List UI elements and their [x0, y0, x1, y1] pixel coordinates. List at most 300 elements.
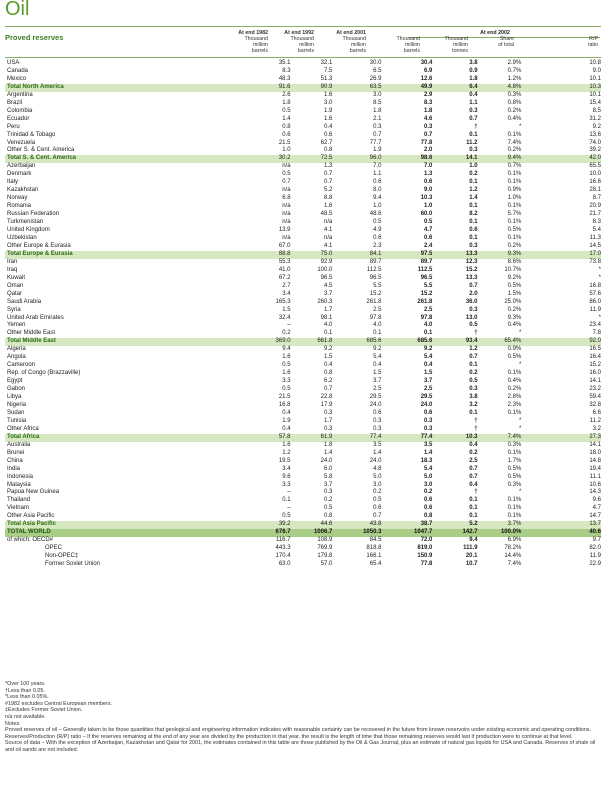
table-row: [5, 100, 601, 108]
row-label: of which: OECD#: [7, 537, 54, 544]
cell-c6: 0.1%: [507, 505, 522, 512]
cell-c7: 31.2: [589, 115, 601, 122]
cell-c6: 0.4%: [507, 115, 522, 122]
cell-c5: 0.1: [469, 219, 478, 226]
cell-c4: 150.9: [417, 553, 433, 560]
cell-c3: 26.9: [369, 75, 382, 82]
cell-c6: 9.3%: [478, 251, 522, 259]
cell-c4: 112.5: [417, 266, 433, 273]
cell-c3: 9.4: [373, 195, 382, 202]
cell-c1: 369.0: [244, 338, 291, 346]
row-label: Brunei: [7, 449, 25, 456]
table-total-row: [5, 84, 601, 92]
cell-c3: 0.1: [373, 330, 382, 337]
cell-c7: 22.9: [589, 561, 601, 568]
cell-c3: 0.7: [373, 513, 382, 520]
footnote: Reserves/Production (R/P) ratio – If the reserves remaining at the end of any year are divided by the production in that year, the result is the length of time that those remaining reserves would last if production were to continue at that level.: [5, 733, 573, 740]
cell-c7: 13.6: [589, 131, 601, 138]
cell-c4: 89.7: [420, 258, 433, 265]
col-header-1982-unit-1: Thousand: [244, 36, 268, 43]
cell-c5: 93.4: [432, 338, 477, 346]
cell-c4: 0.3: [424, 417, 433, 424]
cell-c1: 0.1: [282, 497, 291, 504]
cell-c6: 0.2%: [507, 242, 522, 249]
cell-c3: 0.7: [373, 131, 382, 138]
cell-c4: 77.8: [420, 139, 433, 146]
table-row: [5, 545, 601, 553]
cell-c3: 1.9: [373, 147, 382, 154]
cell-c6: 0.8%: [507, 99, 522, 106]
cell-c4: 685.6: [381, 338, 432, 346]
cell-c7: 10.1: [589, 91, 601, 98]
table-row: [5, 458, 601, 466]
cell-c6: *: [518, 362, 522, 369]
cell-c4: 0.5: [424, 219, 433, 226]
row-label: Non-OPEC‡: [45, 553, 79, 560]
cell-c2: 108.9: [317, 537, 333, 544]
row-label: Tunisia: [7, 417, 27, 424]
cell-c1: 32.4: [278, 314, 291, 321]
cell-c1: 16.8: [278, 401, 291, 408]
cell-c4: 49.9: [381, 84, 432, 92]
header-rule-bottom: [5, 57, 601, 58]
cell-c5: 2.0: [469, 290, 478, 297]
table-row: [5, 140, 601, 148]
footnote: Proved reserves of oil – Generally taken to be those quantities that geological and engineering information indicates with reasonable certainty can be recovered in the future from known reservoirs under existing economic and operating conditions.: [5, 727, 592, 734]
col-header-2002-barrels-unit-3: barrels: [403, 48, 420, 55]
table-total-row: [5, 251, 601, 259]
cell-c7: 17.0: [521, 251, 601, 259]
cell-c5: 1.1: [469, 99, 478, 106]
cell-c4: 0.4: [424, 362, 433, 369]
cell-c3: 84.1: [332, 251, 381, 259]
col-header-share-unit-2: of total: [498, 42, 514, 49]
row-label: Egypt: [7, 378, 23, 385]
cell-c2: 3.0: [323, 99, 333, 106]
col-header-1982-unit-2: million: [252, 42, 268, 49]
cell-c1: 57.8: [244, 434, 291, 442]
table-row: [5, 259, 601, 267]
cell-c1: 0.7: [282, 179, 291, 186]
cell-c3: 0.3: [373, 417, 382, 424]
table-row: [5, 378, 601, 386]
cell-c1: 55.3: [278, 258, 291, 265]
table-row: [5, 275, 601, 283]
cell-c2: 179.8: [317, 553, 333, 560]
cell-c4: 1047.7: [381, 529, 432, 537]
cell-c7: 9.2: [592, 123, 601, 130]
cell-c7: 14.5: [589, 242, 601, 249]
cell-c6: 9.2%: [507, 274, 522, 281]
table-row: [5, 235, 601, 243]
cell-c2: 9.2: [323, 346, 333, 353]
row-label: Total Europe & Eurasia: [5, 251, 244, 259]
cell-c4: 3.7: [424, 378, 433, 385]
table-row: [5, 370, 601, 378]
row-label: Total Asia Pacific: [5, 521, 244, 529]
cell-c4: 72.0: [420, 537, 433, 544]
row-label: Papua New Guinea: [7, 489, 60, 496]
row-label: Algeria: [7, 346, 26, 353]
cell-c4: 1.8: [424, 107, 433, 114]
row-label: Total Middle East: [5, 338, 244, 346]
cell-c1: 0.5: [282, 107, 291, 114]
cell-c5: 1.0: [469, 163, 478, 170]
cell-c4: 0.7: [424, 131, 433, 138]
table-row: [5, 418, 601, 426]
cell-c2: 61.9: [291, 434, 333, 442]
col-header-2002-barrels-unit-2: million: [404, 42, 420, 49]
cell-c5: 9.4: [469, 537, 478, 544]
cell-c2: 4.5: [323, 282, 333, 289]
cell-c1: n/a: [282, 211, 291, 218]
cell-c2: 90.9: [291, 84, 333, 92]
cell-c4: 9.2: [424, 346, 433, 353]
cell-c6: 100.0%: [478, 529, 522, 537]
col-header-2001: [314, 30, 366, 54]
cell-c5: 1.2: [469, 346, 478, 353]
cell-c3: 15.2: [369, 290, 382, 297]
cell-c3: 3.5: [373, 441, 382, 448]
cell-c5: 142.7: [432, 529, 477, 537]
cell-c5: 0.7: [469, 473, 478, 480]
cell-c3: 77.4: [332, 434, 381, 442]
cell-c7: 10.3: [521, 84, 601, 92]
cell-c1: 1.6: [282, 370, 291, 377]
table-row: [5, 426, 601, 434]
row-label: Saudi Arabia: [7, 298, 42, 305]
cell-c3: 1.4: [373, 449, 382, 456]
cell-c2: 769.9: [317, 545, 333, 552]
cell-c2: 1.4: [323, 449, 333, 456]
table-total-row: [5, 155, 601, 163]
cell-c5: 36.0: [465, 298, 478, 305]
cell-c4: 15.2: [420, 290, 433, 297]
cell-c4: 2.9: [424, 91, 433, 98]
cell-c2: 260.3: [317, 298, 333, 305]
cell-c3: 0.3: [373, 123, 382, 130]
cell-c3: 1.8: [373, 107, 382, 114]
table-row: [5, 299, 601, 307]
table-total-row: [5, 529, 601, 537]
col-header-2002-tonnes: [420, 30, 468, 54]
table-row: [5, 124, 601, 132]
cell-c7: 16.5: [589, 346, 601, 353]
cell-c7: 18.0: [589, 449, 601, 456]
cell-c4: 29.5: [420, 394, 433, 401]
row-label: Sudan: [7, 409, 25, 416]
cell-c4: 0.8: [424, 513, 433, 520]
cell-c6: 0.1%: [507, 171, 522, 178]
cell-c6: 14.4%: [504, 553, 522, 560]
cell-c1: n/a: [282, 234, 291, 241]
section-subtitle: Proved reserves: [5, 33, 64, 42]
row-label: Total North America: [5, 84, 244, 92]
cell-c3: 48.6: [369, 211, 382, 218]
cell-c5: 0.1: [469, 409, 478, 416]
cell-c3: 4.9: [373, 227, 382, 234]
cell-c5: 0.9: [469, 67, 478, 74]
cell-c3: 2.3: [373, 242, 382, 249]
cell-c4: 1.3: [424, 171, 433, 178]
cell-c1: 676.7: [244, 529, 291, 537]
cell-c3: 89.7: [369, 258, 382, 265]
cell-c1: 67.2: [278, 274, 291, 281]
cell-c6: 1.2%: [507, 75, 522, 82]
cell-c1: 1.6: [282, 354, 291, 361]
cell-c1: 2.6: [282, 91, 291, 98]
cell-c5: 5.2: [432, 521, 477, 529]
cell-c1: 1.6: [282, 441, 291, 448]
cell-c6: 0.1%: [507, 449, 522, 456]
cell-c5: 0.3: [469, 147, 478, 154]
cell-c6: 0.5%: [507, 354, 522, 361]
cell-c5: 0.1: [469, 131, 478, 138]
row-label: Total Africa: [5, 434, 244, 442]
col-header-share: [468, 30, 514, 48]
cell-c3: 0.2: [373, 489, 382, 496]
table-total-row: [5, 434, 601, 442]
cell-c5: 20.1: [465, 553, 478, 560]
col-header-2002-barrels: [366, 30, 420, 54]
cell-c4: 1.5: [424, 370, 433, 377]
cell-c5: 11.2: [466, 139, 478, 146]
table-row: [5, 195, 601, 203]
cell-c3: 0.6: [373, 234, 382, 241]
cell-c5: 0.2: [469, 449, 478, 456]
cell-c7: 92.0: [521, 338, 601, 346]
cell-c6: 4.8%: [478, 84, 522, 92]
table-row: [5, 267, 601, 275]
cell-c7: 15.2: [589, 362, 601, 369]
cell-c2: 0.3: [323, 409, 333, 416]
cell-c5: 0.1: [469, 505, 478, 512]
cell-c2: 0.3: [323, 425, 333, 432]
cell-c1: 0.5: [282, 362, 291, 369]
cell-c5: 0.3: [469, 306, 478, 313]
col-header-1992: [270, 30, 314, 54]
cell-c1: 9.4: [282, 346, 291, 353]
cell-c3: 29.5: [369, 394, 382, 401]
cell-c7: 16.6: [589, 179, 601, 186]
cell-c1: 21.5: [278, 139, 291, 146]
table-row: [5, 219, 601, 227]
col-header-2002-tonnes-unit-2: million: [452, 42, 468, 49]
cell-c3: 0.4: [373, 362, 382, 369]
cell-c6: 0.1%: [507, 409, 522, 416]
cell-c6: 25.0%: [504, 298, 522, 305]
cell-c1: 91.6: [244, 84, 291, 92]
row-label: Norway: [7, 195, 28, 202]
cell-c6: 0.1%: [507, 131, 522, 138]
cell-c7: 14.1: [589, 378, 601, 385]
row-label: Venezuela: [7, 139, 36, 146]
table-row: [5, 132, 601, 140]
cell-c7: 8.3: [592, 219, 601, 226]
row-label: Gabon: [7, 386, 26, 393]
table-row: [5, 561, 601, 569]
cell-c4: 2.4: [424, 242, 433, 249]
table-row: [5, 346, 601, 354]
cell-c4: 8.3: [424, 99, 433, 106]
row-label: Vietnam: [7, 505, 29, 512]
cell-c6: 2.3%: [507, 401, 522, 408]
cell-c6: 0.3%: [507, 91, 522, 98]
cell-c3: 0.6: [373, 505, 382, 512]
cell-c4: 98.6: [381, 155, 432, 163]
cell-c2: 44.6: [291, 521, 333, 529]
cell-c5: 1.2: [469, 187, 478, 194]
table-row: [5, 68, 601, 76]
cell-c2: 7.5: [323, 67, 333, 74]
table-row: [5, 187, 601, 195]
cell-c4: 0.6: [424, 179, 433, 186]
cell-c6: 0.5%: [507, 465, 522, 472]
cell-c6: 1.5%: [507, 290, 522, 297]
col-header-rp: [514, 30, 598, 48]
cell-c7: 15.4: [589, 99, 601, 106]
cell-c3: 24.0: [369, 457, 382, 464]
cell-c6: 0.7%: [507, 67, 522, 74]
row-label: Other Middle East: [7, 330, 56, 337]
cell-c4: 77.4: [381, 434, 432, 442]
cell-c3: 0.5: [373, 497, 382, 504]
cell-c7: 19.4: [589, 465, 601, 472]
cell-c5: 0.3: [469, 107, 478, 114]
cell-c6: 7.4%: [478, 434, 522, 442]
row-label: Iraq: [7, 266, 18, 273]
row-label: Indonesia: [7, 473, 34, 480]
cell-c7: 20.9: [589, 203, 601, 210]
cell-c2: 0.2: [323, 497, 333, 504]
cell-c1: 0.4: [282, 409, 291, 416]
cell-c4: 10.3: [420, 195, 433, 202]
cell-c6: *: [518, 489, 522, 496]
cell-c2: 1.8: [323, 441, 333, 448]
cell-c2: 100.0: [317, 266, 333, 273]
cell-c6: 6.9%: [507, 537, 522, 544]
cell-c4: 97.5: [381, 251, 432, 259]
cell-c6: *: [518, 123, 522, 130]
cell-c2: 0.7: [323, 179, 333, 186]
cell-c7: 86.0: [589, 298, 601, 305]
cell-c7: 10.0: [589, 171, 601, 178]
row-label: Other S. & Cent. America: [7, 147, 75, 154]
cell-c5: 0.4: [469, 441, 478, 448]
cell-c2: 6.0: [323, 465, 333, 472]
table-row: [5, 489, 601, 497]
cell-c3: 96.0: [332, 155, 381, 163]
cell-c6: 0.5%: [507, 227, 522, 234]
row-label: Uzbekistan: [7, 234, 37, 241]
row-label: Kuwait: [7, 274, 26, 281]
cell-c2: 57.0: [320, 561, 333, 568]
cell-c7: 4.7: [592, 505, 601, 512]
cell-c4: 2.5: [424, 386, 433, 393]
cell-c3: 5.5: [373, 282, 382, 289]
row-label: Italy: [7, 179, 19, 186]
table-row: [5, 537, 601, 545]
cell-c2: 32.1: [320, 60, 333, 66]
cell-c5: †: [474, 417, 478, 424]
cell-c6: *: [518, 417, 522, 424]
cell-c5: 8.2: [469, 211, 478, 218]
cell-c6: 5.7%: [507, 211, 522, 218]
row-label: Romania: [7, 203, 32, 210]
header-rule-top: [5, 26, 601, 27]
table-row: [5, 179, 601, 187]
cell-c7: 65.5: [589, 163, 601, 170]
cell-c2: 4.1: [323, 227, 333, 234]
row-label: Former Soviet Union: [45, 561, 101, 568]
cell-c4: 261.8: [417, 298, 433, 305]
row-label: Other Asia Pacific: [7, 513, 55, 520]
table-row: [5, 147, 601, 155]
cell-c5: 0.4: [469, 91, 478, 98]
footnote: ‡Excludes Former Soviet Union.: [5, 707, 83, 714]
cell-c1: 0.4: [282, 425, 291, 432]
cell-c3: 77.7: [369, 139, 382, 146]
cell-c5: 0.1: [469, 497, 478, 504]
cell-c2: 22.8: [320, 394, 333, 401]
cell-c2: 96.5: [320, 274, 333, 281]
cell-c6: 2.8%: [507, 394, 522, 401]
cell-c1: n/a: [282, 219, 291, 226]
cell-c7: 23.2: [589, 386, 601, 393]
cell-c6: 0.3%: [507, 481, 522, 488]
cell-c1: 0.2: [282, 330, 291, 337]
cell-c7: 74.0: [589, 139, 601, 146]
cell-c2: 3.7: [323, 481, 333, 488]
cell-c7: 39.2: [589, 147, 601, 154]
cell-c5: 13.0: [465, 314, 478, 321]
cell-c6: 0.5%: [507, 282, 522, 289]
cell-c3: 0.3: [373, 425, 382, 432]
footnote: †Less than 0.05.: [5, 687, 45, 694]
cell-c7: 42.0: [521, 155, 601, 163]
cell-c6: 10.7%: [504, 266, 522, 273]
cell-c3: 5.0: [373, 473, 382, 480]
cell-c3: 5.4: [373, 354, 382, 361]
cell-c1: 35.1: [278, 60, 291, 66]
cell-c7: 13.7: [521, 521, 601, 529]
cell-c1: 1.4: [282, 115, 291, 122]
table-row: [5, 108, 601, 116]
table-row: [5, 410, 601, 418]
cell-c2: 0.8: [323, 147, 333, 154]
cell-c6: 1.0%: [507, 195, 522, 202]
cell-c4: 4.0: [424, 322, 433, 329]
cell-c2: 62.7: [320, 139, 333, 146]
cell-c5: 0.5: [469, 378, 478, 385]
cell-c2: 661.8: [291, 338, 333, 346]
table-row: [5, 450, 601, 458]
col-header-2001-unit-2: million: [350, 42, 366, 49]
cell-c7: 59.4: [589, 394, 601, 401]
row-label: China: [7, 457, 23, 464]
cell-c1: –: [287, 489, 291, 496]
cell-c1: 3.4: [282, 290, 291, 297]
cell-c5: 1.8: [469, 75, 478, 82]
col-header-2002-barrels-unit-1: Thousand: [396, 36, 420, 43]
cell-c3: 0.5: [373, 219, 382, 226]
cell-c4: 0.6: [424, 497, 433, 504]
cell-c1: 3.3: [282, 481, 291, 488]
cell-c7: 16.0: [589, 370, 601, 377]
cell-c3: 2.1: [373, 115, 382, 122]
row-label: Kazakhstan: [7, 187, 39, 194]
row-label: Azerbaijan: [7, 163, 36, 170]
